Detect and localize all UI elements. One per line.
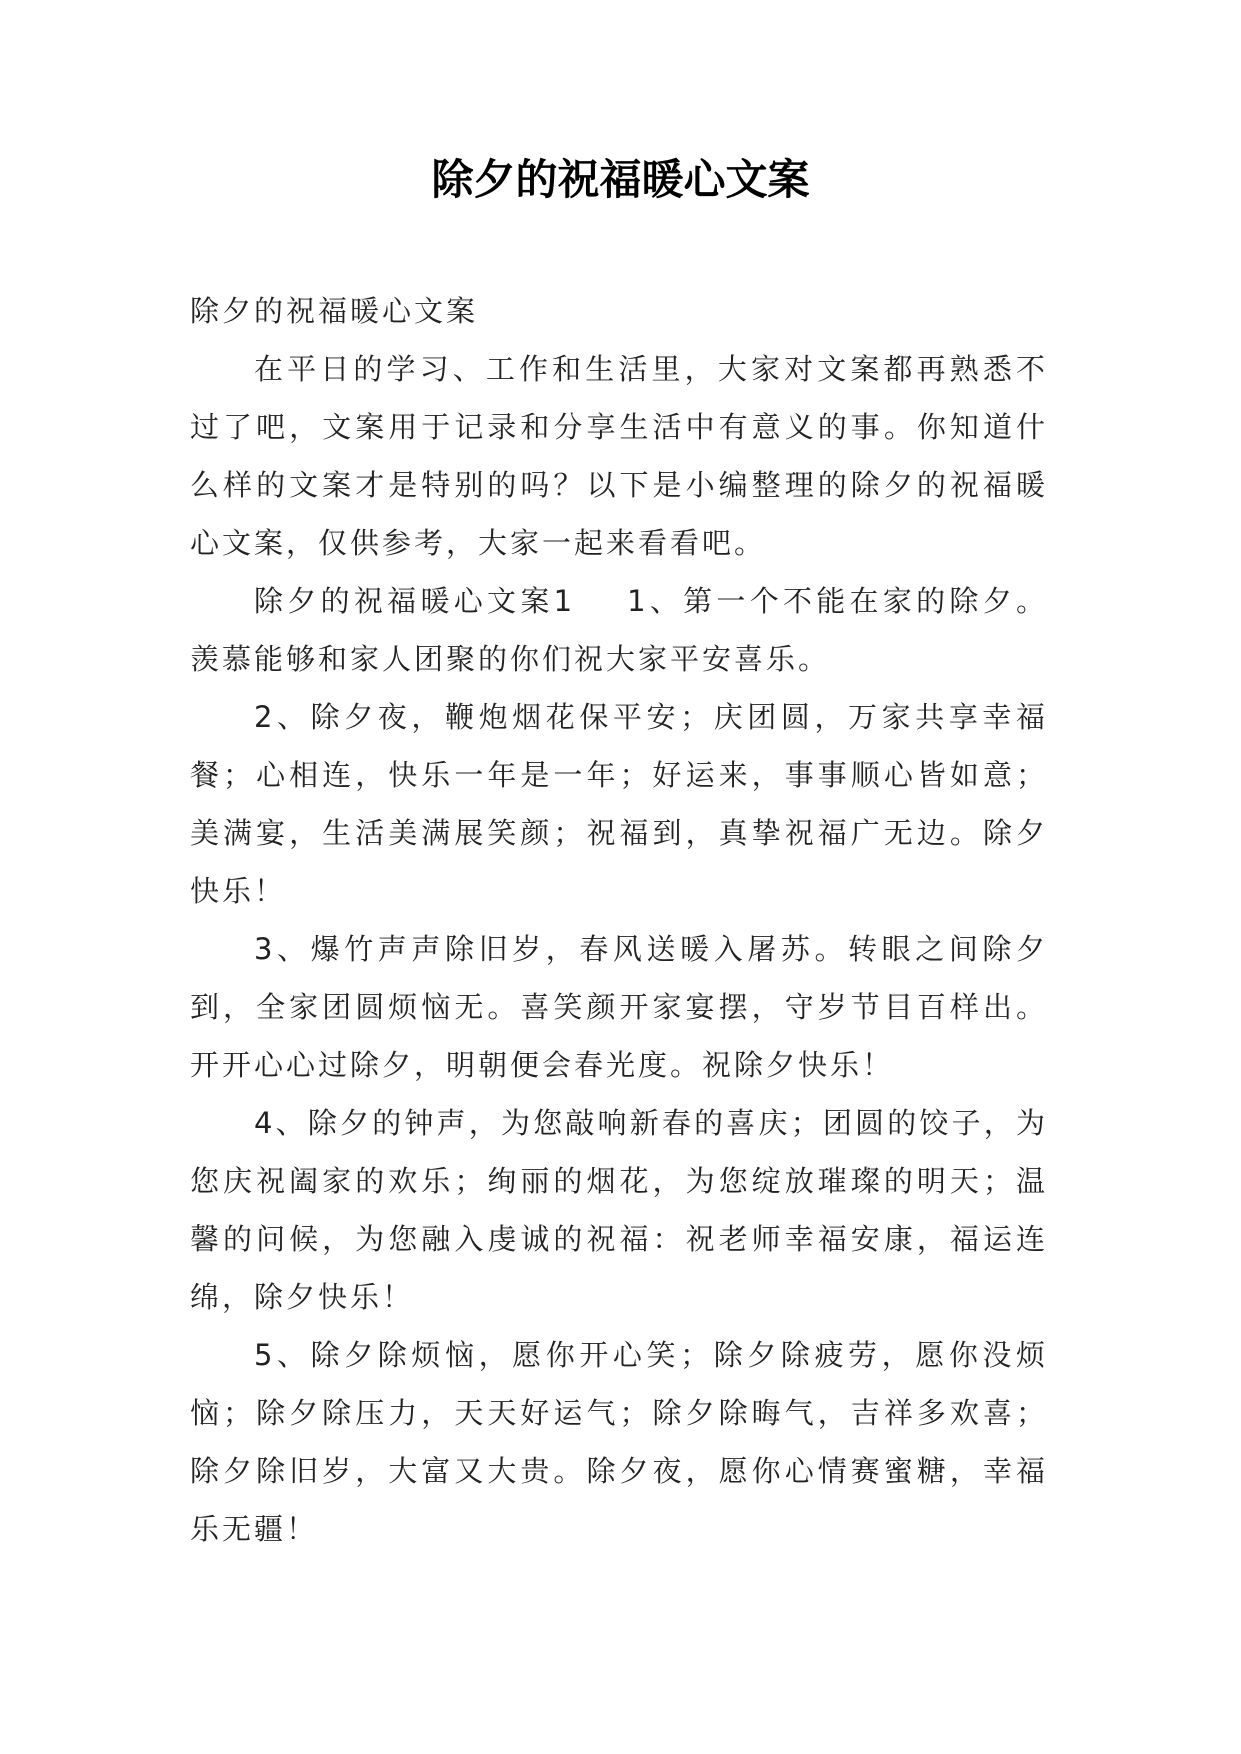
section-heading: 除夕的祝福暖心文案1 — [254, 584, 576, 618]
list-item: 4、除夕的钟声，为您敲响新春的喜庆；团圆的饺子，为您庆祝阖家的欢乐；绚丽的烟花，为您绽放璀璨的明天；温馨的问候，为您融入虔诚的祝福：祝老师幸福安康，福运连绵，除夕快乐！ — [190, 1106, 1048, 1314]
document-body — [190, 282, 1048, 1558]
intro-paragraph: 在平日的学习、工作和生活里，大家对文案都再熟悉不过了吧，文案用于记录和分享生活中有意义的事。你知道什么样的文案才是特别的吗？以下是小编整理的除夕的祝福暖心文案，仅供参考，大家一起来看看吧。 — [190, 352, 1048, 560]
list-item: 1、第一个不能在家的除夕。羡慕能够和家人团聚的你们祝大家平安喜乐。 — [190, 584, 1049, 676]
section-first-paragraph — [190, 572, 1048, 688]
document-subtitle: 除夕的祝福暖心文案 — [190, 294, 479, 328]
list-item: 3、爆竹声声除旧岁，春风送暖入屠苏。转眼之间除夕到，全家团圆烦恼无。喜笑颜开家宴摆，守岁节目百样出。开开心心过除夕，明朝便会春光度。祝除夕快乐！ — [190, 932, 1048, 1082]
list-item: 2、除夕夜，鞭炮烟花保平安；庆团圆，万家共享幸福餐；心相连，快乐一年是一年；好运来，事事顺心皆如意；美满宴，生活美满展笑颜；祝福到，真挚祝福广无边。除夕快乐！ — [190, 700, 1048, 908]
list-item: 5、除夕除烦恼，愿你开心笑；除夕除疲劳，愿你没烦恼；除夕除压力，天天好运气；除夕除晦气，吉祥多欢喜；除夕除旧岁，大富又大贵。除夕夜，愿你心情赛蜜糖，幸福乐无疆！ — [190, 1338, 1048, 1546]
document-title: 除夕的祝福暖心文案 — [431, 155, 810, 204]
